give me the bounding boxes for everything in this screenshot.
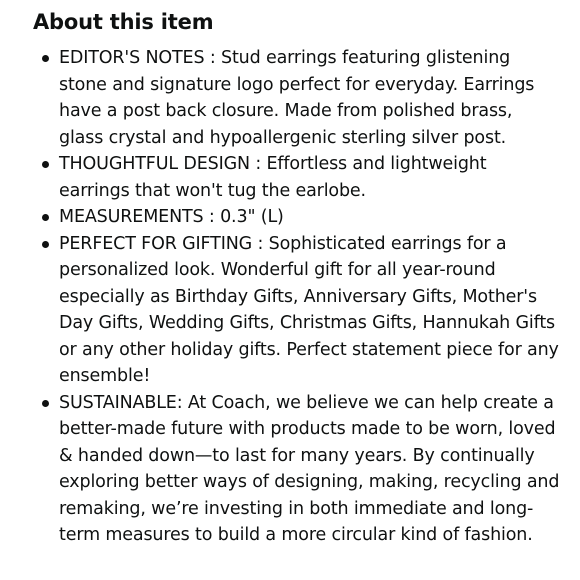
bullet-point-icon — [42, 214, 49, 221]
bullet-text: EDITOR'S NOTES : Stud earrings featuring glistening stone and signature logo perfect for everyday. Earrings have a post back closure. Made from polished brass, glass crystal and hypoallergenic sterling silver post. — [59, 48, 535, 148]
bullet-sustainable — [33, 390, 560, 549]
bullet-text: MEASUREMENTS : 0.3" (L) — [59, 207, 284, 227]
bullet-text: PERFECT FOR GIFTING : Sophisticated earrings for a personalized look. Wonderful gift for all year-round especially as Birthday Gifts, Anniversary Gifts, Mother's Day Gifts, Wedding Gifts, Christmas Gifts, Hannukah Gifts or any other holiday gifts. Perfect statement piece for any ensemble! — [59, 233, 559, 386]
bullet-point-icon — [42, 161, 49, 168]
bullet-text: THOUGHTFUL DESIGN : Effortless and lightweight earrings that won't tug the earlobe. — [59, 154, 487, 201]
bullet-editors-notes — [33, 45, 560, 151]
bullet-perfect-for-gifting — [33, 231, 560, 390]
bullet-point-icon — [42, 241, 49, 248]
bullet-measurements — [33, 204, 560, 231]
bullet-thoughtful-design — [33, 151, 560, 204]
feature-bullet-list — [33, 45, 560, 549]
bullet-text: SUSTAINABLE: At Coach, we believe we can help create a better-made future with products made to be worn, loved & handed down—to last for many years. By continually exploring better ways of designing, making, recycling and remaking, we’re investing in both immediate and long-term measures to build a more circular kind of fashion. — [59, 392, 560, 545]
bullet-point-icon — [42, 55, 49, 62]
section-title: About this item — [33, 10, 214, 34]
bullet-point-icon — [42, 400, 49, 407]
